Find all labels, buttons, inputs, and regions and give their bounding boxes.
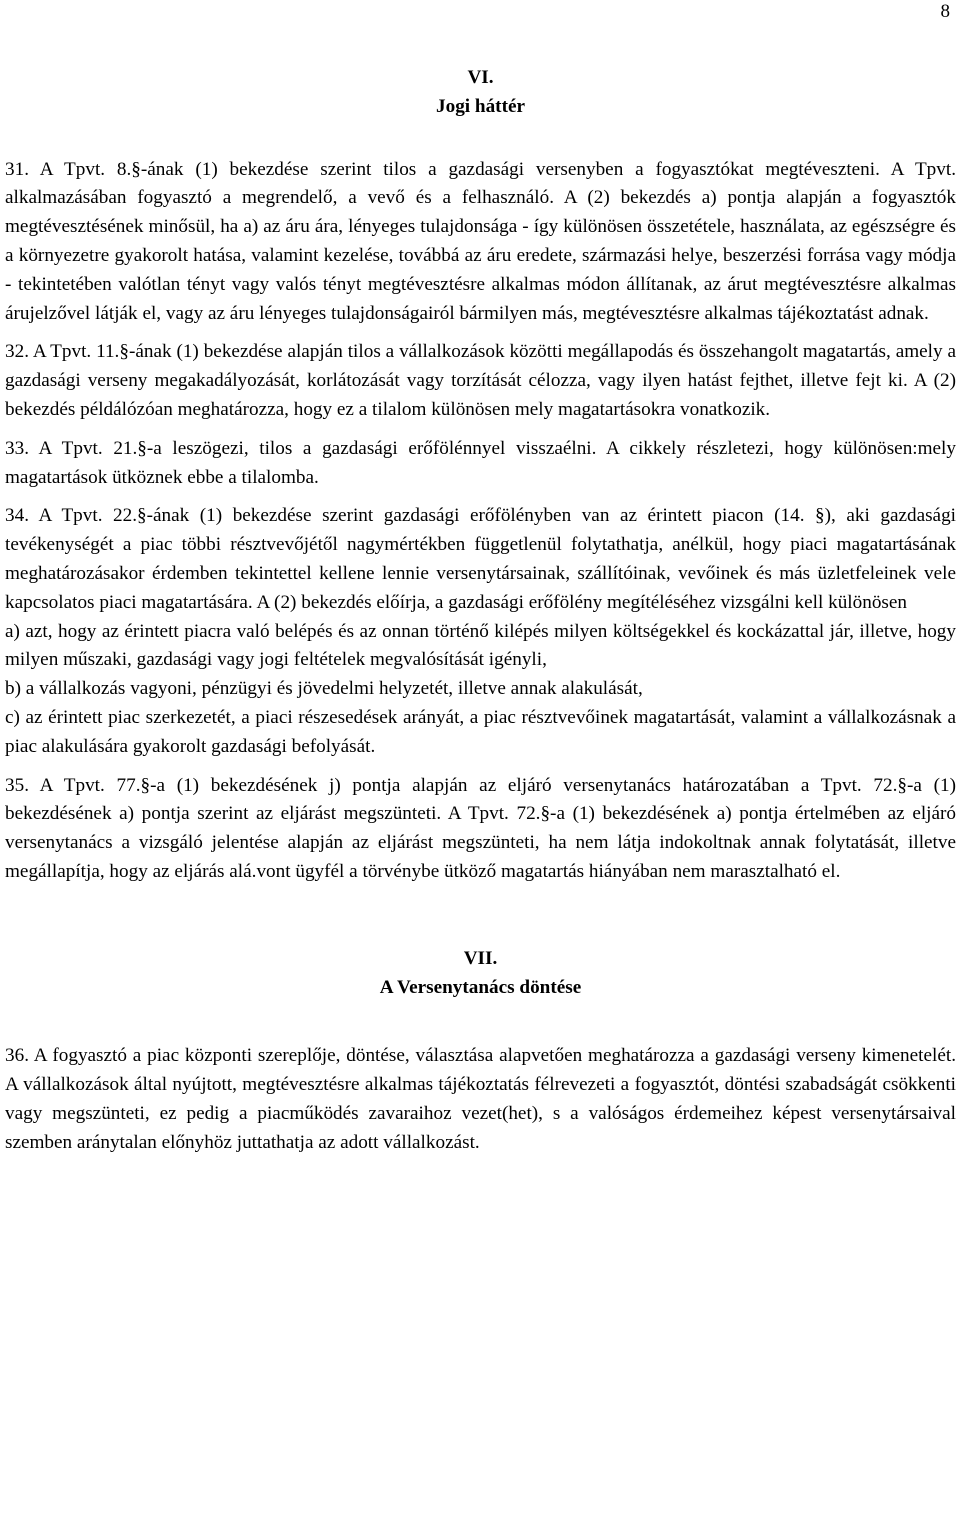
paragraph-33: 33. A Tpvt. 21.§-a leszögezi, tilos a gazdasági erőfölénnyel visszaélni. A cikkely részletezi, hogy különösen:mely magatartások ütköznek ebbe a tilalomba. <box>5 437 956 488</box>
paragraph-35: 35. A Tpvt. 77.§-a (1) bekezdésének j) pontja alapján az eljáró versenytanács határozatában a Tpvt. 72.§-a (1) bekezdésének a) pontja szerint az eljárást megszünteti. A Tpvt. 72.§-a (1) bekezdésének a) pontja értelmében az eljáró versenytanács a vizsgáló jelentése alapján az eljárást megszünteti, ha nem látja indokoltnak annak folytatását, illetve megállapítja, hogy az eljárás alá.vont ügyfél a törvénybe ütköző magatartás hiányában nem marasztalható el. <box>5 774 956 882</box>
section-7-heading <box>5 945 956 1003</box>
paragraph-32: 32. A Tpvt. 11.§-ának (1) bekezdése alapján tilos a vállalkozások közötti megállapodás és összehangolt magatartás, amely a gazdasági verseny megakadályozását, korlátozását vagy torzítását célozza, vagy ilyen hatást fejthet, illetve fejt ki. A (2) bekezdés példálózóan meghatározza, hogy ez a tilalom különösen mely magatartásokra vonatkozik. <box>5 341 956 420</box>
paragraph-34-item-b: b) a vállalkozás vagyoni, pénzügyi és jövedelmi helyzetét, illetve annak alakulását, <box>5 678 643 700</box>
document-body <box>5 64 956 1158</box>
paragraph-34-item-c: c) az érintett piac szerkezetét, a piaci részesedések arányát, a piac résztvevőinek magatartását, valamint a vállalkozásnak a piac alakulására gyakorolt gazdasági befolyását. <box>5 706 956 757</box>
section-6-heading <box>5 64 956 122</box>
paragraph-34-item-a: a) azt, hogy az érintett piacra való belépés és az onnan történő kilépés milyen költségekkel és kockázattal jár, illetve, hogy milyen műszaki, gazdasági vagy jogi feltételek megvalósítását igényli, <box>5 620 956 671</box>
section-7-number: VII. <box>463 947 498 969</box>
section-6-number: VI. <box>467 67 494 88</box>
page-number: 8 <box>940 1 950 22</box>
paragraph-36: 36. A fogyasztó a piac központi szereplője, döntése, választása alapvetően meghatározza a gazdasági verseny kimenetelét. A vállalkozások által nyújtott, megtévesztésre alkalmas tájékoztatás félrevezeti a fogyasztót, döntési szabadságát csökkenti vagy megszünteti, ez pedig a piacműködés zavaraihoz vezet(het), s a valóságos érdemeihez képest versenytársaival szemben aránytalan előnyhöz juttathatja az adott vállalkozást. <box>5 1045 956 1153</box>
paragraph-34-intro: 34. A Tpvt. 22.§-ának (1) bekezdése szerint gazdasági erőfölényben van az érintett piacon (14. §), aki gazdasági tevékenységét a piac többi résztvevőjétől nagymértékben függetlenül folytathatja, anélkül, hogy piaci magatartásának meghatározásakor érdemben tekintettel kellene lennie versenytársainak, szállítóinak, vevőinek és más üzletfeleinek vele kapcsolatos piaci magatartására. A (2) bekezdés előírja, a gazdasági erőfölény megítéléséhez vizsgálni kell különösen <box>5 505 956 613</box>
paragraph-31: 31. A Tpvt. 8.§-ának (1) bekezdése szerint tilos a gazdasági versenyben a fogyasztókat megtéveszteni. A Tpvt. alkalmazásában fogyasztó a megrendelő, a vevő és a felhasználó. A (2) bekezdés a) pontja alapján a fogyasztók megtévesztésének minősül, ha a) az áru ára, lényeges tulajdonsága - így különösen összetétele, használata, az egészségre és a környezetre gyakorolt hatása, valamint kezelése, továbbá az áru eredete, származási helye, beszerzési forrása vagy módja - tekintetében valótlan tényt vagy valós tényt megtévesztésre alkalmas módon állítanak, az árut megtévesztésre alkalmas árujelzővel látják el, vagy az áru lényeges tulajdonságairól bármilyen más, megtévesztésre alkalmas tájékoztatást adnak. <box>5 158 956 324</box>
section-6-title: Jogi háttér <box>436 95 525 117</box>
section-7-title: A Versenytanács döntése <box>379 976 582 998</box>
paragraph-34 <box>5 502 956 761</box>
